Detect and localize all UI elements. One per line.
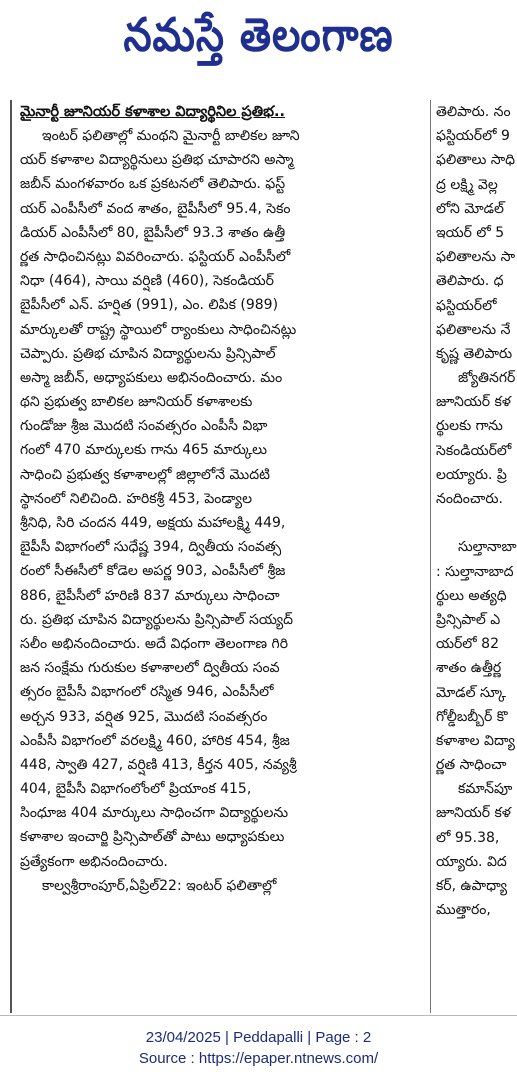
footer-divider [0,1015,517,1016]
text-line: త్సరం బైపీసీ విభాగంలో రస్మిత 946, ఎంపీసీలో [20,684,274,701]
text-line: సాధించి ప్రభుత్వ కళాశాలల్లో జిల్లాలోనే మొదటి [20,466,270,483]
text-line: ఇయర్ లో 5 [436,224,505,241]
text-line: బైపీసీ విభాగంలో సుధేష్ణ 394, ద్వితీయ సంవత్స [20,539,282,556]
text-line: కాల్వశ్రీరాంపూర్,ఏప్రిల్22: ఇంటర్ ఫలితాల్లో [42,877,277,894]
text-line: గంలో 470 మార్కులకు గాను 465 మార్కులు [20,442,267,459]
text-line: చెప్పారు. ప్రతిభ చూపిన విద్యార్థులను ప్రిన్సిపాల్ [20,345,276,362]
text-line: సలీం అభినందించారు. అదే విధంగా తెలంగాణ గిరి [20,635,289,652]
text-line: డియర్ ఎంపీసీలో 80, బైపీసీలో 93.3 శాతం ఉత్తీ [20,224,286,241]
text-line: కళాశాల విద్యా [436,732,515,749]
text-line: మోడల్ స్కూ [436,684,506,701]
text-line: ముత్తారం, [436,902,491,919]
text-line: గుండోజు శ్రీజ మొదటి సంవత్సరం ఎంపీసీ విభా [20,418,268,435]
side-column-body [436,100,517,922]
text-line: స్థానంలో నిలిచింది. హరికశ్రీ 453, పెండ్యాల [20,490,252,507]
text-line: : సుల్తానాబాద [436,563,514,580]
article-body [20,124,425,898]
text-line: ఫస్టియర్‌లో 9 [436,128,510,145]
text-line: ఇంటర్ ఫలితాల్లో మంథని మైనార్టీ బాలికల జూని [42,128,300,144]
text-line: అర్చన 933, వర్షిత 925, మొదటి సంవత్సరం [20,708,268,725]
text-line: య్యారు. విద [436,853,507,870]
text-line: రు. ప్రతిభ చూపిన విద్యార్థులను ప్రిన్సిపాల్ సయ్యద్ [20,611,293,628]
text-line: జూనియర్ కళ [436,394,511,411]
text-line: ప్రత్యేకంగా అభినందించారు. [20,853,168,870]
text-line: జన సంక్షేమ గురుకుల కళాశాలలో ద్వితీయ సంవ [20,660,280,677]
text-line: ఫలితాలను సా [436,249,515,266]
text-line: జూనియర్ కళ [436,805,511,822]
footer-dateline: 23/04/2025 | Peddapalli | Page : 2 [145,1029,372,1046]
text-line: శ్రీనిధి, సిరి చందన 449, అక్షయ మహాలక్ష్మి 449, [20,515,286,531]
text-line: ర్థులకు గాను [436,418,503,435]
column-divider [430,100,431,1013]
text-line: యర్ ఎంపీసీలో వంద శాతం, బైపీసీలో 95.4, సెకం [20,200,291,217]
text-line: కర్, ఉపాధ్యా [436,878,508,894]
footer-source: Source : https://epaper.ntnews.com/ [138,1050,379,1067]
text-line: తెలిపారు. నం [436,104,511,120]
text-line: ర్ణత సాధించా [436,757,507,774]
text-line: ఫస్టియర్‌లో [436,297,497,314]
text-line: కళాశాల ఇంచార్జి ప్రిన్సిపాల్‌తో పాటు అధ్యాపకులు [20,829,285,846]
text-line: సుల్తానాబా [458,539,517,556]
text-line: ర్ణత సాధించినట్లు వివరించారు. ఫస్టియర్ ఎంపీసీలో [20,248,291,265]
text-line: నందించారు. [436,491,503,507]
text-line: కమాన్‌పూ [458,781,513,798]
text-line: సింధూజ 404 మార్కులు సాధించగా విద్యార్థులను [20,805,289,822]
text-line: ప్రిన్సిపాల్ ఎ [436,611,501,628]
text-line: కృష్ణ తెలిపారు [436,345,513,362]
text-line: శాతం ఉత్తీర్ణ [436,660,502,677]
masthead-title: నమస్తే తెలంగాణ [123,7,394,62]
text-line: ఫలితాలను నే [436,321,511,338]
text-line: తెలిపారు. ధ [436,273,504,290]
text-line [436,511,517,535]
text-line: లోని మోడల్ [436,200,504,217]
text-line: లయ్యారు. ప్రి [436,466,507,483]
text-line: జబీన్ మంగళవారం ఒక ప్రకటనలో తెలిపారు. ఫస్ట్ [20,176,286,193]
text-line: ద్ర లక్ష్మి వెల్ల [436,176,498,193]
text-line: సెకండియర్‌లో [436,442,512,459]
masthead [0,0,517,80]
article-main-column [20,100,425,898]
text-line: ర్థులు అత్యధి [436,587,507,604]
text-line: నిధా (464), సాయి వర్షిణి (460), సెకండియర్ [20,273,274,290]
text-line: రంలో సీఈసీలో కోడెల అపర్ణ 903, ఎంపీసీలో శ్రీజ [20,563,286,580]
text-line: ఫలితాలు సాధి [436,152,516,169]
text-line: యర్‌లో 82 [436,636,499,653]
newspaper-clipping [10,100,517,1013]
text-line: మార్కులతో రాష్ట్ర స్థాయిలో ర్యాంకులు సాధించినట్లు [20,321,297,338]
text-line: 404, బైపీసీ విభాగంలోంలో ప్రియాంక 415, [20,781,252,798]
text-line: అస్మా జబీన్, అధ్యాపకులు అభినందించారు. మం [20,369,283,386]
text-line: 886, బైపీసీలో హరిణి 837 మార్కులు సాధించా [20,587,280,604]
article-side-column [436,100,517,922]
text-line: గోల్డీబబ్బీర్ కొ [436,708,508,725]
text-line: యర్ కళాశాల విద్యార్థినులు ప్రతిభ చూపారని అస్మా [20,152,294,169]
text-line: థని ప్రభుత్వ బాలికల జూనియర్ కళాశాలకు [20,394,253,411]
text-line: జ్యోతినగర్ [458,370,516,387]
text-line: 448, స్వాతి 427, వర్షిణి 413, కీర్తన 405, నవ్యశ్రీ [20,756,297,773]
text-line: లో 95.38, [436,829,500,846]
footer [0,1027,517,1069]
text-line: బైపీసీలో ఎన్. హర్షిత (991), ఎం. లిపిక (989) [20,297,279,314]
text-line: ఎంపీసీ విభాగంలో వరలక్ష్మి 460, హారిక 454, శ్రీజ [20,732,290,749]
article-headline: మైనార్టీ జూనియర్ కళాశాల విద్యార్థినిల ప్రతిభ.. [20,104,285,120]
